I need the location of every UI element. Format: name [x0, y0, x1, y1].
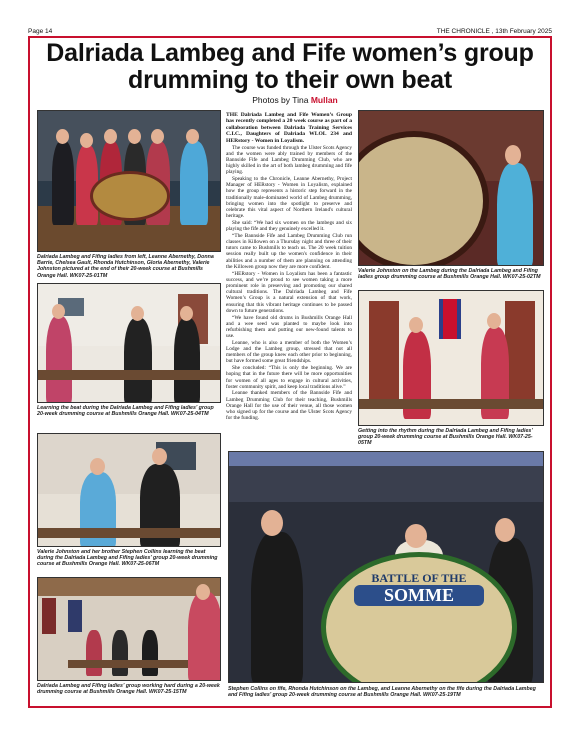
article-paragraph: “The Bannside Fife and Lambeg Drumming Club run classes in Killowen on a Thursday night and three of their tutors came to Bushmills to teach us. The 20 week tuition session really built up the women's confidence in their abilities and a number of them are planning on attending the Killowen group now they are more confident. [226, 232, 352, 270]
article-paragraph: She said: “We had six women on the lambegs and six playing the fife and they genuinely excelled it. [226, 219, 352, 233]
photo-valerie-lambeg [358, 110, 544, 266]
photo-valerie-stephen [37, 433, 221, 547]
byline-name: Mullan [310, 95, 338, 105]
byline [230, 95, 360, 105]
article-body [226, 112, 352, 422]
article-paragraph: “We have found old drums in Bushmills Orange Hall and a wee seed was planted to maybe look into refurbishing them and putting our new-found talents to use. [226, 314, 352, 340]
article-lead: THE Dalriada Lambeg and Fife Women’s Group has recently completed a 20 week course as part of a collaboration between Dalriada Training Services C.I.C., Daughters of Dalriada WLOL 234 and HERstory - Women in Loyalism. [226, 112, 352, 144]
drum-text-somme: SOMME [354, 585, 484, 606]
publication-date: THE CHRONICLE , 13th February 2025 [436, 27, 552, 35]
article-paragraph: The course was funded through the Ulster Scots Agency and the women were ably trained by members of the Bannside Fife and Lambeg Drumming Club, who are highly skilled in the art of both lambeg drumming and fife playing. [226, 144, 352, 176]
caption-rhythm: Getting into the rhythm during the Dalriada Lambeg and Fifing ladies’ group 20-week drumming course at Bushmills Orange Hall. WK07-25-05TM [358, 428, 533, 447]
photo-working-hard [37, 577, 221, 681]
article-paragraph: Leanne, who is also a member of both the Women’s Lodge and the Lambeg group, stressed that not all members of the group knew each other prior to beginning, but have formed some great friendships. [226, 339, 352, 365]
article-paragraph: Leanne thanked members of the Bannside Fife and Lambeg Drumming Club for their teaching, Bushmills Orange Hall for the use of their venue, all those women who signed up for the course and the Ulster Scots Agency for the funding. [226, 390, 352, 422]
caption-learning-beat: Learning the beat during the Dalriada Lambeg and Fifing ladies’ group 20-week drumming course at Bushmills Orange Hall. WK07-25-04TM [37, 405, 214, 418]
caption-working-hard: Dalriada Lambeg and Fifing ladies’ group working hard during a 20-week drumming course at Bushmills Orange Hall. WK07-25-15TM [37, 683, 220, 696]
byline-prefix: Photos by Tina [252, 95, 311, 105]
article-paragraph: Speaking to the Chronicle, Leanne Abernethy, Project Manager of HERstory - Women in Loyalism, explained how the group represents a historic step forward in the traditionally male-dominated world of Lambeg drumming, bringing women into the spotlight to preserve and celebrate this vital aspect of Northern Ireland's cultural heritage. [226, 176, 352, 220]
page-number: Page 14 [28, 27, 53, 35]
caption-somme-drum: Stephen Collins on fife, Rhonda Hutchinson on the Lambeg, and Leanne Abernethy on the fife during the Dalriada Lambeg and Fifing ladies’ group 20-week drumming course at Bushmills Orange Hall. WK07-25-19TM [228, 686, 536, 699]
caption-valerie-stephen: Valerie Johnston and her brother Stephen Collins learning the beat during the Dalriada Lambeg and Fifing ladies’ group 20-week drumming course at Bushmills Orange Hall. WK07-25-06TM [37, 549, 218, 568]
photo-group-portrait [37, 110, 221, 252]
photo-learning-beat [37, 283, 221, 403]
photo-somme-drum [228, 451, 544, 683]
drum-text-battle: BATTLE OF THE [371, 571, 467, 585]
article-paragraph: “HERstory - Women in Loyalism has been a fantastic success, and we’re proud to see women taking a more prominent role in preserving and promoting our shared cultural traditions. The Dalriada Lambeg and Fife Women’s Group is a natural extension of that work, ensuring that this vibrant heritage continues to be passed down to future generations. [226, 270, 352, 314]
caption-valerie-lambeg: Valerie Johnston on the Lambeg during the Dalriada Lambeg and Fifing ladies group drumming course at Bushmills Orange Hall. WK07-25-02TM [358, 268, 541, 281]
photo-rhythm [358, 290, 544, 426]
caption-group-portrait: Dalriada Lambeg and Fifing ladies from left, Leanne Abernethy, Donna Barrie, Chelsea Gault, Rhonda Hutchinson, Gloria Abernethy, Valerie Johnston pictured at the end of their 20-week course at Bushmills Orange Hall. WK07-25-01TM [37, 254, 214, 279]
article-paragraph: She concluded: “This is only the beginning. We are hoping that in the future there will be more opportunities for women of all ages to engage in cultural activities, foster community spirit, and keep local traditions alive.” [226, 365, 352, 390]
headline: Dalriada Lambeg and Fife women’s group drumming to their own beat [46, 39, 534, 94]
